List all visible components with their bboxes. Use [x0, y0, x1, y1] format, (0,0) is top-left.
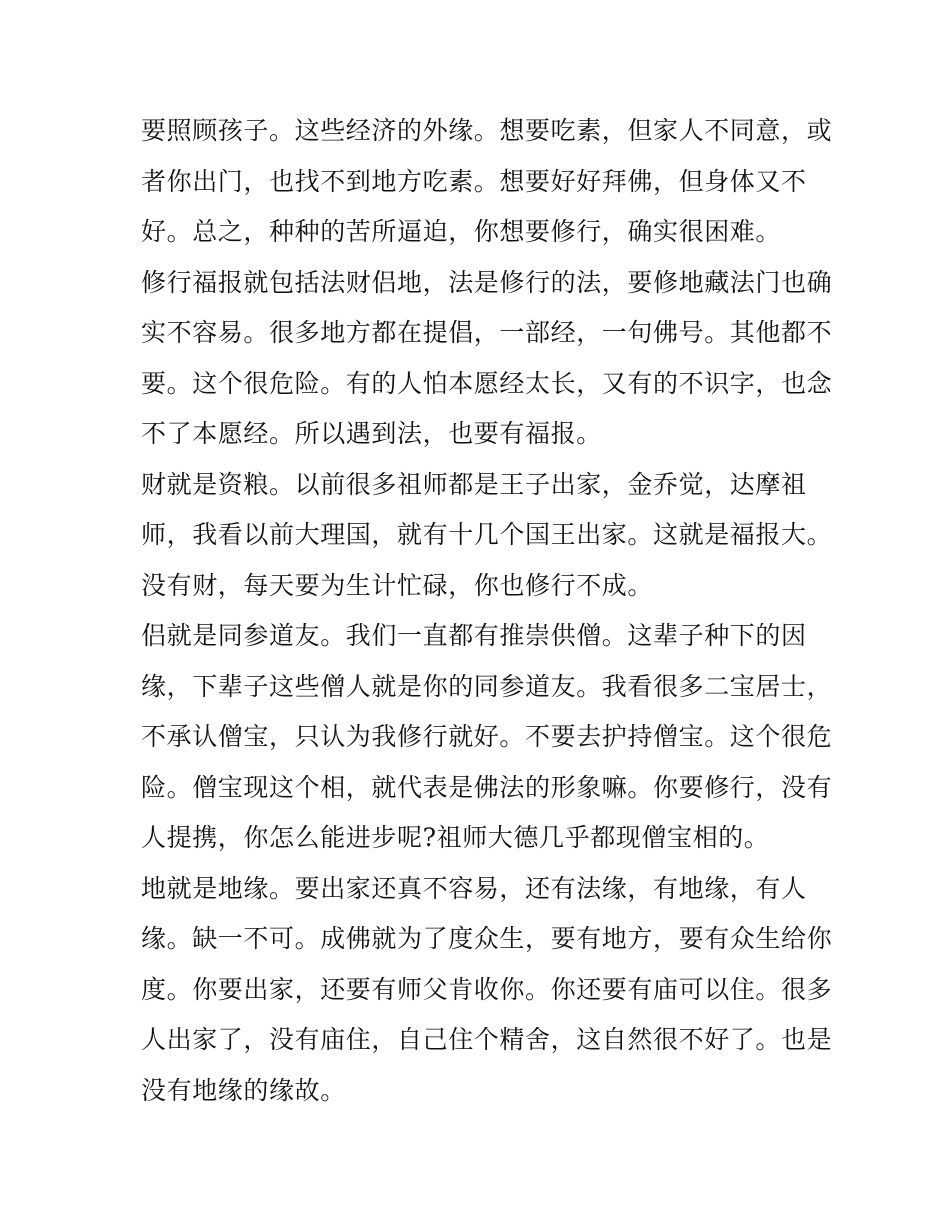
text-line: 缘。缺一不可。成佛就为了度众生，要有地方，要有众生给你 — [141, 924, 833, 953]
text-line: 好。总之，种种的苦所逼迫，你想要修行，确实很困难。 — [141, 217, 782, 246]
text-line: 人提携，你怎么能进步呢?祖师大德几乎都现僧宝相的。 — [141, 823, 770, 852]
text-line: 人出家了，没有庙住，自己住个精舍，这自然很不好了。也是 — [141, 1025, 833, 1054]
text-line: 要。这个很危险。有的人怕本愿经太长，又有的不识字，也念 — [141, 368, 833, 398]
text-line: 地就是地缘。要出家还真不容易，还有法缘，有地缘，有人 — [141, 873, 807, 903]
text-line: 修行福报就包括法财侣地，法是修行的法，要修地藏法门也确 — [141, 267, 833, 297]
text-line: 者你出门，也找不到地方吃素。想要好好拜佛，但身体又不 — [141, 166, 807, 196]
text-line: 没有地缘的缘故。 — [141, 1075, 346, 1105]
text-line: 没有财，每天要为生计忙碌，你也修行不成。 — [141, 570, 654, 600]
text-line: 缘，下辈子这些僧人就是你的同参道友。我看很多二宝居士， — [141, 671, 833, 701]
text-line: 侣就是同参道友。我们一直都有推崇供僧。这辈子种下的因 — [141, 621, 807, 650]
text-line: 实不容易。很多地方都在提倡，一部经，一句佛号。其他都不 — [141, 318, 833, 347]
text-line: 要照顾孩子。这些经济的外缘。想要吃素，但家人不同意，或 — [141, 116, 833, 145]
text-line: 财就是资粮。以前很多祖师都是王子出家，金乔觉，达摩祖 — [141, 469, 807, 499]
text-line: 师，我看以前大理国，就有十几个国王出家。这就是福报大。 — [141, 520, 833, 549]
text-line: 不承认僧宝，只认为我修行就好。不要去护持僧宝。这个很危 — [141, 722, 833, 751]
body-text — [141, 106, 833, 1116]
text-line: 不了本愿经。所以遇到法，也要有福报。 — [141, 419, 602, 448]
text-line: 度。你要出家，还要有师父肯收你。你还要有庙可以住。很多 — [141, 974, 833, 1004]
text-line: 险。僧宝现这个相，就代表是佛法的形象嘛。你要修行，没有 — [141, 772, 833, 802]
